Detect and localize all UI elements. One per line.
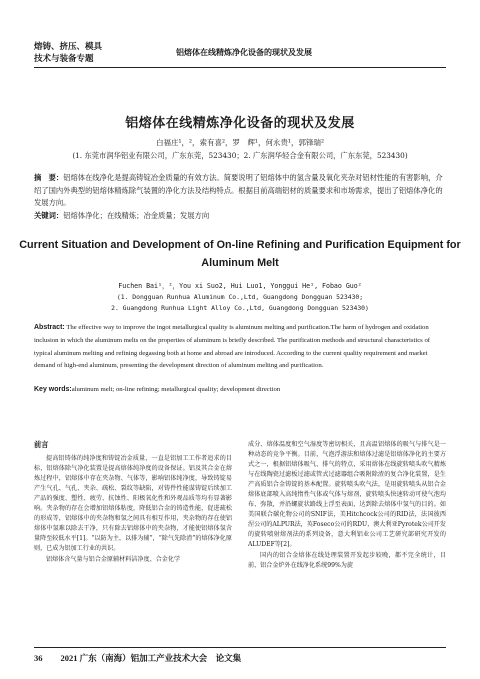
journal-section-tag [34, 40, 154, 64]
affiliations-cn: (1. 东莞市润华铝业有限公司，广东东莞，523430；2. 广东润华轻合金有限公司，广东东莞，523430) [72, 151, 408, 160]
paper-title-en [0, 236, 480, 272]
footer-rule [34, 647, 446, 648]
abstract-en-text: The effective way to improve the ingot metallurgical quality is aluminum melting and purification.The harm of hydrogen and oxidation inclusion in which the aluminum melts on the properties of aluminum is briefly described. The purification methods and structural characteristics of typical aluminum melting and refining degassing both at home and abroad are introduced. According to the current quality requirement and market demand of high-end aluminum, presenting the development direction of aluminum melting and purification. [34, 324, 431, 370]
paper-title-en-line1: Current Situation and Development of On-line Refining and Purification Equipment for [19, 239, 461, 251]
abstract-cn-label: 摘 要： [34, 173, 64, 182]
keywords-cn-text: 铝熔体净化；在线精炼；冶金质量；发展方向 [63, 211, 210, 220]
header-rule [34, 67, 446, 68]
body-column-left [34, 440, 232, 565]
keywords-en [34, 386, 446, 393]
keywords-cn [34, 211, 446, 221]
keywords-en-label: Key words: [34, 386, 72, 393]
running-title: 铝熔体在线精炼净化设备的现状及发展 [176, 48, 312, 57]
authors-cn: 白福庄¹，²，索有喜²，罗 辉¹，何永贵¹，郭锋瑞² [155, 138, 325, 147]
affiliation-en-1: (1. Dongguan Runhua Aluminum Co.,Ltd, Guangdong Dongguan 523430; [116, 293, 364, 301]
abstract-en [34, 322, 446, 373]
body-paragraph: 铝熔体含气量与铝合金原辅材料洁净度、合金化学 [46, 555, 181, 563]
paper-title-cn: 铝熔体在线精炼净化设备的现状及发展 [125, 115, 355, 130]
abstract-en-label: Abstract: [34, 324, 65, 331]
body-paragraph: 成分、熔体温度和空气湿度等密切相关，且高温铝熔体的吸气与排气是一种动态的竞争平衡。目前，气泡浮游法和熔体过滤是铝熔体净化的主要方式之一，根据铝熔体吸气、排气的特点，采用熔体在线旋转喷头吹气精炼与在线陶瓷过滤板过滤或管式过滤器组合吸附除渣的复合净化装置，是生产高质铝合金铸锭的基本配置。旋转喷头吹气法，是用旋转喷头从铝合金熔体底部喷入高纯惰性气体或气体与熔剂，旋转喷头快速转动可使气泡均布、弥散，并沿螺旋状路线上浮至表面，达到除去熔体中氢气的目的。如美国联合碳化物公司的SNIF法，美Hitchcock公司的RID法，法国彼西涅公司的ALPUR法，英Foseco公司的RDU，澳大利亚Pyrotek公司开发的旋转喷射熔剂法的系列设备，意大利铝业公司工艺研究部研究开发的ALUDEF等[2]。 [248, 441, 446, 549]
page-footer [34, 652, 241, 664]
keywords-cn-label: 关键词： [34, 211, 64, 220]
abstract-cn-text: 铝熔体在线净化是提高铸锭冶金质量的有效方法。简要说明了铝熔体中的氢含量及氧化夹杂对铝材性能的有害影响，介绍了国内外典型的铝熔体精炼除气装置的净化方法及结构特点。根据目前高端铝材的质量要求和市场需求，提出了铝熔体净化的发展方向。 [34, 173, 443, 207]
section-tag-line1: 熔铸、挤压、模具 [34, 41, 103, 51]
affiliation-en-2: 2. Guangdong Runhua Light Alloy Co.,Ltd, Guangdong Dongguan 523430) [111, 304, 369, 312]
body-paragraph: 国内的铝合金熔体在线处理装置开发起步较晚，都不完全统计，目前，铝合金炉外在线净化系统99%为旋 [248, 551, 446, 569]
affiliations-en [0, 292, 480, 314]
body-column-right [248, 440, 446, 571]
authors-en: Fuchen Bai¹，²，You xi Suo2, Hui Luo1, Yonggui He¹, Fobao Guo² [118, 282, 362, 290]
conference-name: 2021 广东（南海）铝加工产业技术大会 论文集 [60, 653, 242, 663]
paper-title-en-line2: Aluminum Melt [201, 257, 279, 269]
section-tag-line2: 技术与装备专题 [34, 53, 94, 63]
abstract-cn [34, 172, 446, 210]
body-paragraph: 提高铝铸体的纯净度和铸锭冶金质量，一直是铝加工工作者追求的目标，铝熔体除气净化装置是提高熔体纯净度的设备保证。铝及其合金在熔炼过程中，铝熔体中存在夹杂物、气体等，影响铝体纯净度，导致铸锭易产生气孔、气孔、夹杂、疏松、裂纹等缺陷，对铸件性能谋铸锭后续加工产品的强度、塑性、疲劳、抗蚀性、阳极氧化性和外观品质等均有显著影响。夹杂物的存在会增加铝熔体粘度，降低铝合金的铸造性能，促进疏松的形成等，铝熔体中的夹杂物和氢之间具有相互作用，夹杂物的存在使铝熔体中氢难以除去干净，只有除去铝熔体中的夹杂物，才能使铝熔体氢含量降至较低水平[1]。“以防为主，以排为辅”，“除气先除渣”的熔体净化原则，已成为铝加工行业的共识。 [34, 455, 232, 553]
section-heading-intro: 前言 [34, 440, 49, 449]
keywords-en-text: aluminum melt; on-line refining; metallurgical quality; development direction [71, 386, 281, 393]
page-number: 36 [34, 653, 43, 663]
